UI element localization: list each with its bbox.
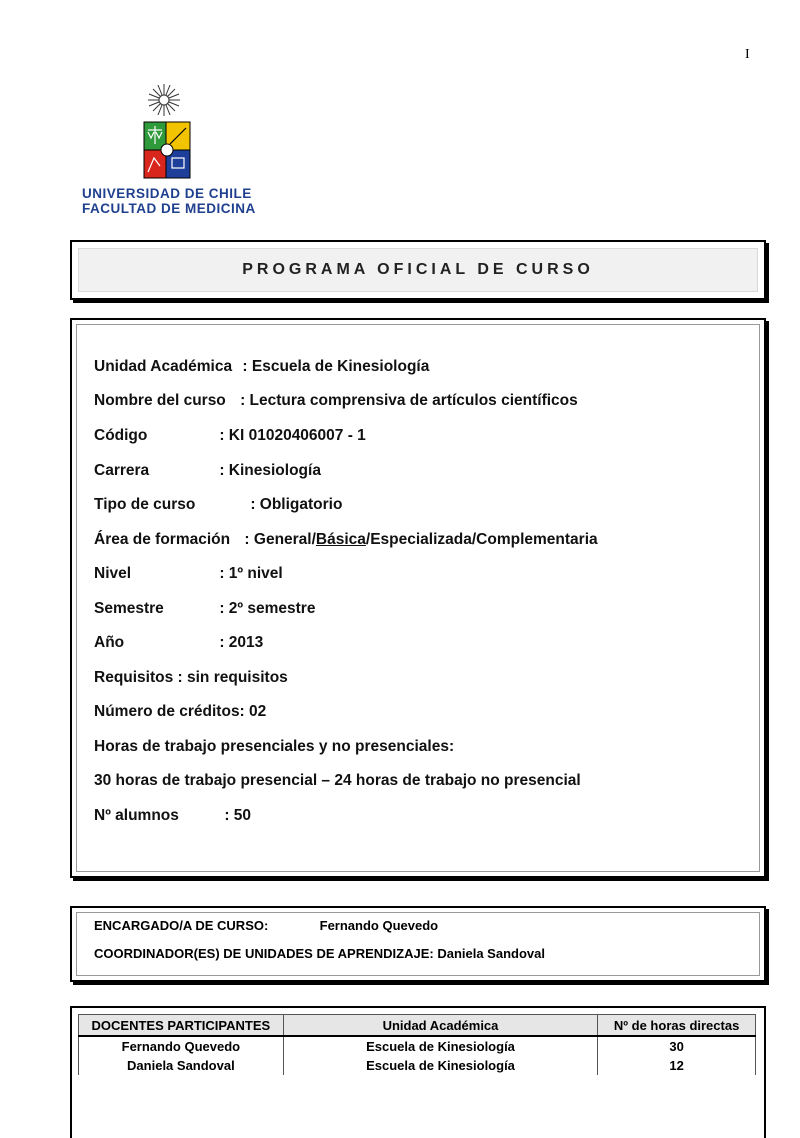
docente-horas: 30 [598, 1036, 756, 1056]
carrera-label: Carrera [94, 462, 150, 479]
unidad-value: : Escuela de Kinesiología [242, 358, 430, 375]
field-area [94, 531, 598, 549]
field-anio [94, 634, 263, 652]
faculty-name: FACULTAD DE MEDICINA [82, 201, 256, 216]
field-nombre [94, 392, 578, 410]
field-carrera [94, 462, 321, 480]
field-alumnos [94, 807, 251, 825]
encargado-name: Fernando Quevedo [319, 918, 439, 933]
semestre-value: : 2º semestre [219, 600, 316, 617]
docentes-table [78, 1014, 756, 1075]
tipo-label: Tipo de curso [94, 496, 196, 513]
nivel-label: Nivel [94, 565, 132, 582]
anio-value: : 2013 [219, 634, 264, 651]
field-tipo [94, 496, 342, 514]
anio-label: Año [94, 634, 125, 651]
unidad-label: Unidad Académica [94, 358, 233, 375]
field-codigo [94, 427, 366, 445]
area-label: Área de formación [94, 531, 231, 548]
page-title: PROGRAMA OFICIAL DE CURSO [242, 261, 594, 278]
header-docentes: DOCENTES PARTICIPANTES [79, 1015, 284, 1037]
university-logo [82, 82, 262, 222]
table-row [79, 1056, 756, 1075]
nivel-value: : 1º nivel [219, 565, 283, 582]
field-requisitos: Requisitos : sin requisitos [94, 669, 288, 686]
encargado-line [94, 918, 438, 933]
course-info-box [70, 318, 766, 878]
docente-unidad: Escuela de Kinesiología [283, 1036, 597, 1056]
field-unidad [94, 358, 429, 376]
encargado-label: ENCARGADO/A DE CURSO: [94, 918, 269, 933]
codigo-label: Código [94, 427, 148, 444]
alumnos-label: Nº alumnos [94, 807, 179, 824]
field-horas-value: 30 horas de trabajo presencial – 24 horas de trabajo no presencial [94, 772, 581, 789]
field-nivel [94, 565, 283, 583]
nombre-label: Nombre del curso [94, 392, 226, 409]
page-number: I [745, 47, 750, 62]
field-creditos: Número de créditos: 02 [94, 703, 267, 720]
table-header-row [79, 1015, 756, 1037]
encargado-box [70, 906, 766, 982]
docente-horas: 12 [598, 1056, 756, 1075]
codigo-value: : KI 01020406007 - 1 [219, 427, 366, 444]
docentes-box [70, 1006, 766, 1138]
tipo-value: : Obligatorio [250, 496, 343, 513]
header-unidad: Unidad Académica [283, 1015, 597, 1037]
header-horas: Nº de horas directas [598, 1015, 756, 1037]
table-row [79, 1036, 756, 1056]
docente-name: Fernando Quevedo [79, 1036, 284, 1056]
title-box [70, 240, 766, 300]
semestre-label: Semestre [94, 600, 164, 617]
university-name: UNIVERSIDAD DE CHILE [82, 186, 252, 201]
docente-name: Daniela Sandoval [79, 1056, 284, 1075]
docente-unidad: Escuela de Kinesiología [283, 1056, 597, 1075]
field-horas-label: Horas de trabajo presenciales y no presenciales: [94, 738, 455, 755]
area-value: : General/Básica/Especializada/Complementaria [244, 531, 598, 548]
coordinador-line: COORDINADOR(ES) DE UNIDADES DE APRENDIZAJE: Daniela Sandoval [94, 946, 545, 961]
carrera-value: : Kinesiología [219, 462, 321, 479]
area-selected: Básica [315, 531, 366, 548]
alumnos-value: : 50 [224, 807, 252, 824]
field-semestre [94, 600, 315, 618]
university-crest-icon [82, 82, 262, 182]
nombre-value: : Lectura comprensiva de artículos científicos [240, 392, 578, 409]
